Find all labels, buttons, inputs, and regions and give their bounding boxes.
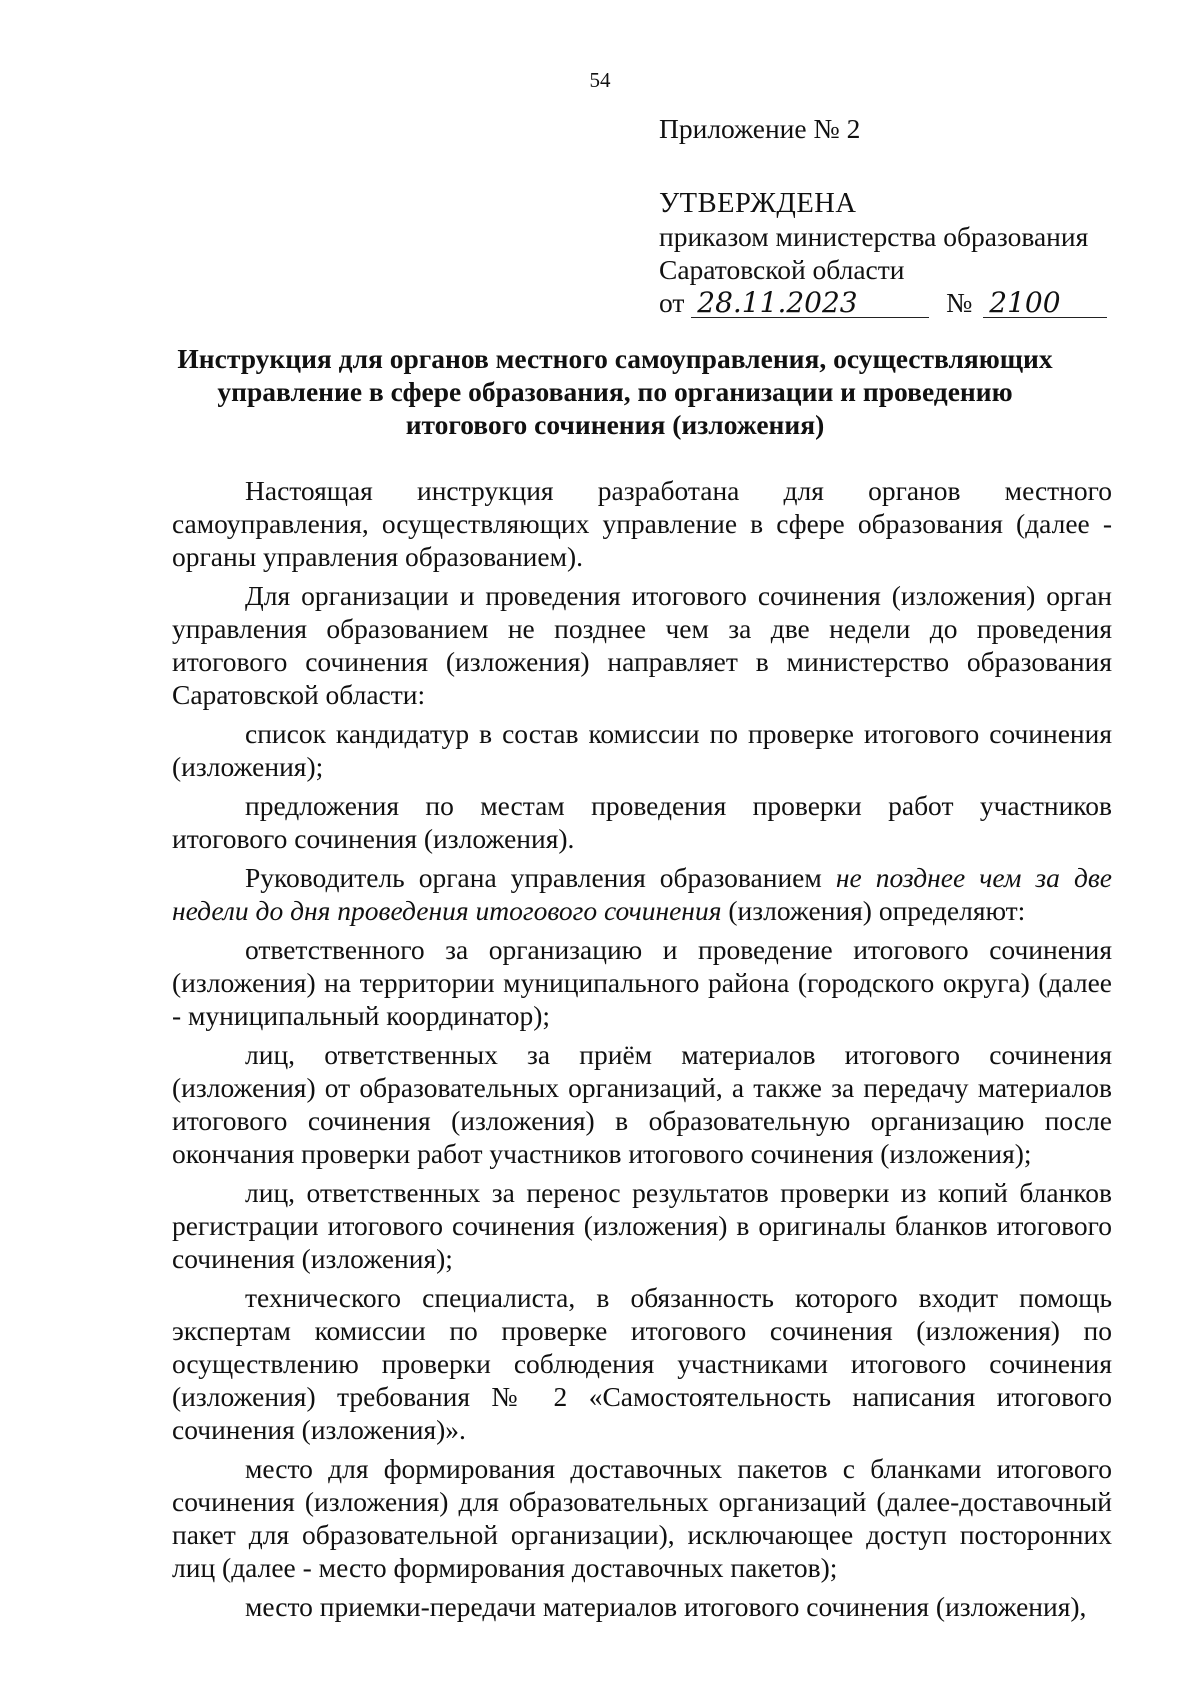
p5-end: (изложения) определяют: xyxy=(721,895,1026,926)
title-line-1: Инструкция для органов местного самоуправления, осуществляющих xyxy=(177,343,1053,374)
paragraph-technical-specialist: технического специалиста, в обязанность которого входит помощь экспертам комиссии по проверке итогового сочинения (изложения) по осуществлению проверки соблюдения участниками итогового сочинения (изложения) требования № 2 «Самостоятельность написания итогового сочинения (изложения)». xyxy=(172,1282,1112,1445)
document-title xyxy=(150,342,1080,441)
p5-italic-deadline: не позднее чем за две недели до дня проведения итогового сочинения xyxy=(172,862,1112,926)
document-body xyxy=(172,474,1112,1623)
paragraph-head-determines xyxy=(172,861,1112,927)
paragraph-municipal-coordinator: ответственного за организацию и проведение итогового сочинения (изложения) на территории муниципального района (городского округа) (далее - муниципальный координатор); xyxy=(172,934,1112,1031)
paragraph-candidates-list: список кандидатур в состав комиссии по проверке итогового сочинения (изложения); xyxy=(172,718,1112,782)
date-prefix: от xyxy=(659,287,685,318)
order-date-number-line xyxy=(659,286,1119,319)
appendix-label: Приложение № 2 xyxy=(659,113,861,144)
paragraph-materials-responsible: лиц, ответственных за приём материалов итогового сочинения (изложения) от образовательных организаций, а также за передачу материалов итогового сочинения (изложения) в образовательную организацию после окончания проверки работ участников итогового сочинения (изложения); xyxy=(172,1039,1112,1169)
paragraph-intro: Настоящая инструкция разработана для органов местного самоуправления, осуществляющих управление в сфере образования (далее - органы управления образованием). xyxy=(172,475,1112,572)
paragraph-submission: Для организации и проведения итогового сочинения (изложения) орган управления образованием не позднее чем за две недели до проведения итогового сочинения (изложения) направляет в министерство образования Саратовской области: xyxy=(172,580,1112,710)
approval-order-line: приказом министерства образования xyxy=(659,221,1089,252)
paragraph-check-locations: предложения по местам проведения проверки работ участников итогового сочинения (изложения). xyxy=(172,790,1112,854)
title-line-3: итогового сочинения (изложения) xyxy=(405,409,825,440)
paragraph-acceptance-place: место приемки-передачи материалов итогового сочинения (изложения), xyxy=(245,1591,1087,1622)
approval-block xyxy=(659,112,1119,319)
p5-start: Руководитель органа управления образованием xyxy=(245,862,836,893)
number-sign: № xyxy=(946,287,973,318)
page-number: 54 xyxy=(589,68,611,92)
paragraph-results-transfer: лиц, ответственных за перенос результатов проверки из копий бланков регистрации итогового сочинения (изложения) в оригиналы бланков итогового сочинения (изложения); xyxy=(172,1177,1112,1274)
paragraph-delivery-packets: место для формирования доставочных пакетов с бланками итогового сочинения (изложения) для образовательных организаций (далее-доставочный пакет для образовательной организации), исключающее доступ посторонних лиц (далее - место формирования доставочных пакетов); xyxy=(172,1453,1112,1583)
approved-heading: УТВЕРЖДЕНА xyxy=(659,188,857,219)
handwritten-date: 28.11.2023 xyxy=(691,289,929,318)
title-line-2: управление в сфере образования, по организации и проведению xyxy=(217,376,1013,407)
handwritten-order-number: 2100 xyxy=(983,289,1107,318)
approval-region-line: Саратовской области xyxy=(659,254,905,285)
